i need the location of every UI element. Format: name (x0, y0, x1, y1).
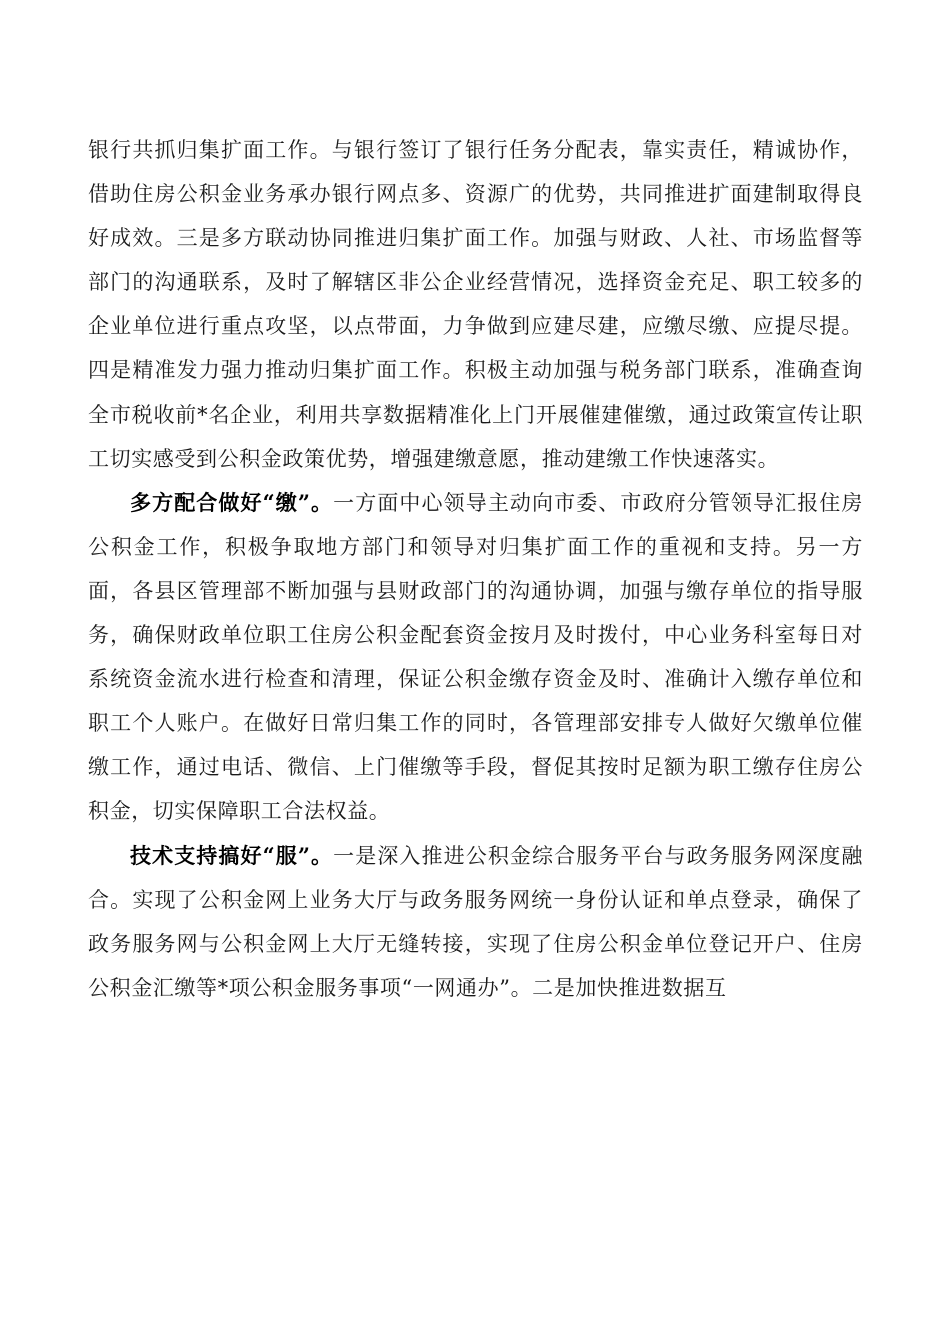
paragraph-3-text: 一是深入推进公积金综合服务平台与政务服务网深度融合。实现了公积金网上业务大厅与政务服务网统一身份认证和单点登录，确保了政务服务网与公积金网上大厅无缝转接，实现了住房公积金单位登记开户、住房公积金汇缴等*项公积金服务事项“一网通办”。二是加快推进数据互 (88, 843, 863, 1000)
paragraph-1-text: 银行共抓归集扩面工作。与银行签订了银行任务分配表，靠实责任，精诚协作，借助住房公积金业务承办银行网点多、资源广的优势，共同推进扩面建制取得良好成效。三是多方联动协同推进归集扩面工作。加强与财政、人社、市场监督等部门的沟通联系，及时了解辖区非公企业经营情况，选择资金充足、职工较多的企业单位进行重点攻坚，以点带面，力争做到应建尽建，应缴尽缴、应提尽提。四是精准发力强力推动归集扩面工作。积极主动加强与税务部门联系，准确查询全市税收前*名企业，利用共享数据精准化上门开展催建催缴，通过政策宣传让职工切实感受到公积金政策优势，增强建缴意愿，推动建缴工作快速落实。 (88, 138, 863, 471)
paragraph-1 (88, 128, 863, 481)
paragraph-2-text: 一方面中心领导主动向市委、市政府分管领导汇报住房公积金工作，积极争取地方部门和领导对归集扩面工作的重视和支持。另一方面，各县区管理部不断加强与县财政部门的沟通协调，加强与缴存单位的指导服务，确保财政单位职工住房公积金配套资金按月及时拨付，中心业务科室每日对系统资金流水进行检查和清理，保证公积金缴存资金及时、准确计入缴存单位和职工个人账户。在做好日常归集工作的同时，各管理部安排专人做好欠缴单位催缴工作，通过电话、微信、上门催缴等手段，督促其按时足额为职工缴存住房公积金，切实保障职工合法权益。 (88, 490, 863, 824)
paragraph-3-heading: 技术支持搞好“服”。 (130, 842, 334, 868)
paragraph-2-heading: 多方配合做好“缴”。 (130, 489, 334, 515)
document-body (88, 128, 863, 1010)
paragraph-3 (88, 834, 863, 1010)
paragraph-2 (88, 481, 863, 834)
